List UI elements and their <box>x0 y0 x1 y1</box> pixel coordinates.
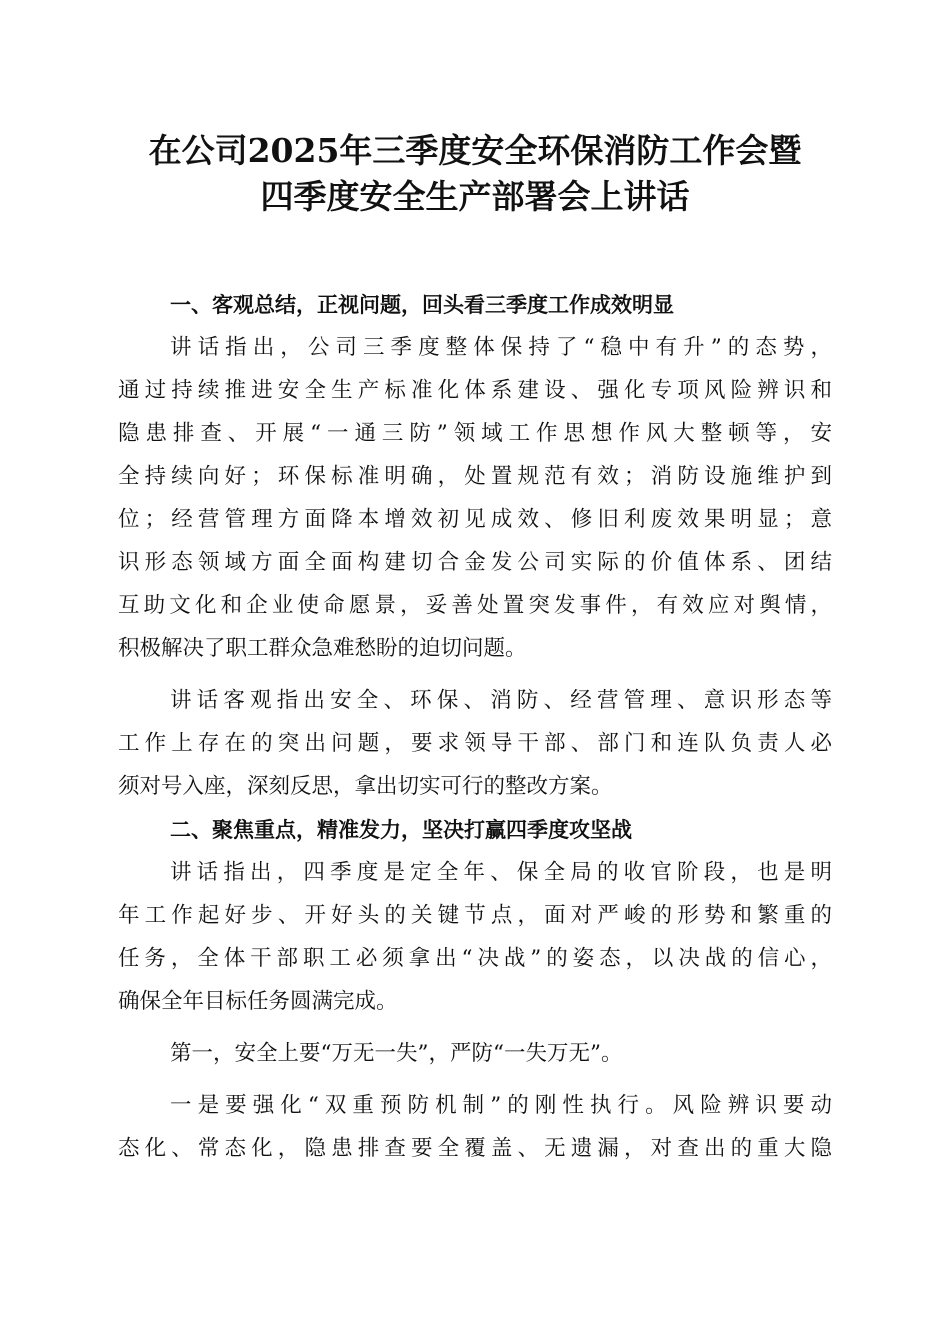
document-page <box>118 128 832 1170</box>
section-2-paragraph-1 <box>118 851 832 1023</box>
section-1-heading: 一、客观总结，正视问题，回头看三季度工作成效明显 <box>170 293 674 317</box>
section-1-paragraph-2 <box>118 679 832 808</box>
text-line: 讲话指出，公司三季度整体保持了“稳中有升”的态势， <box>170 335 832 360</box>
title-line-2: 四季度安全生产部署会上讲话 <box>260 177 690 216</box>
text-line: 积极解决了职工群众急难愁盼的迫切问题。 <box>118 636 527 661</box>
text-line: 一是要强化“双重预防机制”的刚性执行。风险辨识要动 <box>170 1093 832 1118</box>
text-line: 年工作起好步、开好头的关键节点，面对严峻的形势和繁重的 <box>118 903 832 928</box>
text-line: 确保全年目标任务圆满完成。 <box>118 989 398 1014</box>
section-1-paragraph-1 <box>118 326 832 670</box>
text-line: 位；经营管理方面降本增效初见成效、修旧利废效果明显；意 <box>118 507 832 532</box>
text-line: 通过持续推进安全生产标准化体系建设、强化专项风险辨识和 <box>118 378 832 403</box>
text-line: 互助文化和企业使命愿景，妥善处置突发事件，有效应对舆情， <box>118 593 832 618</box>
text-line: 工作上存在的突出问题，要求领导干部、部门和连队负责人必 <box>118 731 832 756</box>
title-spacer <box>118 220 832 290</box>
text-line: 隐患排查、开展“一通三防”领域工作思想作风大整顿等，安 <box>118 421 832 446</box>
text-line: 态化、常态化，隐患排查要全覆盖、无遗漏，对查出的重大隐 <box>118 1136 832 1161</box>
text-line: 识形态领域方面全面构建切合金发公司实际的价值体系、团结 <box>118 550 832 575</box>
section-2-paragraph-3 <box>118 1084 832 1170</box>
text-line: 须对号入座，深刻反思，拿出切实可行的整改方案。 <box>118 774 613 799</box>
text-line: 全持续向好；环保标准明确，处置规范有效；消防设施维护到 <box>118 464 832 489</box>
section-2-paragraph-2 <box>118 1032 832 1075</box>
text-line: 讲话指出，四季度是定全年、保全局的收官阶段，也是明 <box>170 860 832 885</box>
section-2-heading: 二、聚焦重点，精准发力，坚决打赢四季度攻坚战 <box>170 818 632 842</box>
text-line: 第一，安全上要“万无一失”，严防“一失万无”。 <box>170 1041 623 1066</box>
text-line: 讲话客观指出安全、环保、消防、经营管理、意识形态等 <box>170 688 832 713</box>
text-line: 任务，全体干部职工必须拿出“决战”的姿态，以决战的信心， <box>118 946 832 971</box>
title-line-1: 在公司2025年三季度安全环保消防工作会暨 <box>148 131 802 170</box>
document-title <box>118 128 832 220</box>
